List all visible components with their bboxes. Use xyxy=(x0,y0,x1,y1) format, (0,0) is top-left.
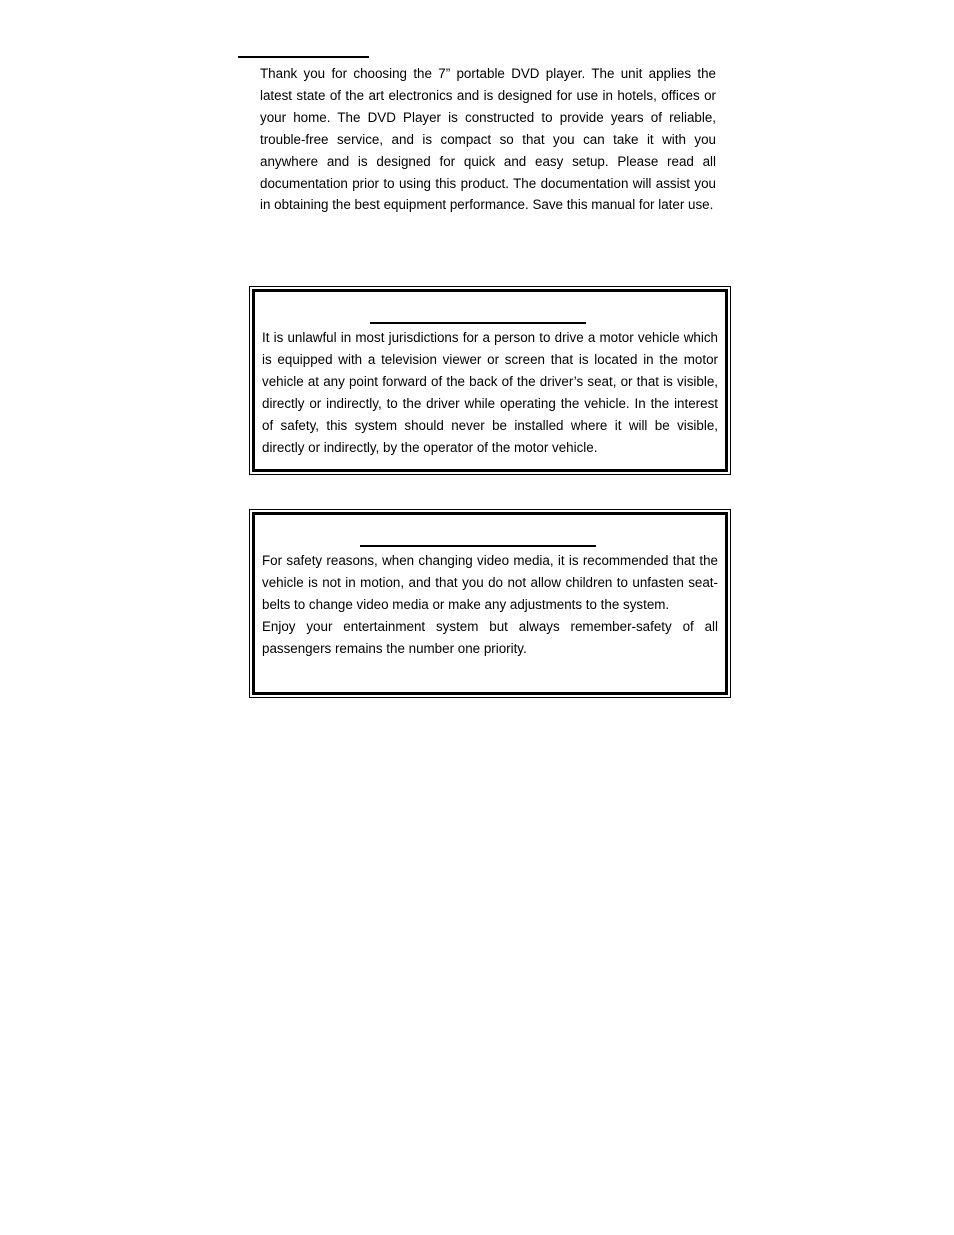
caution-paragraph: For safety reasons, when changing video media, it is recommended that the vehicle is not in motion, and that you do not allow children to unfasten seat-belts to change video media or make any adjustments to the system. xyxy=(262,553,718,612)
warning-heading-underline xyxy=(370,322,586,324)
caution-box xyxy=(249,509,731,698)
caution-text xyxy=(262,550,718,660)
warning-text: It is unlawful in most jurisdictions for a person to drive a motor vehicle which is equipped with a television viewer or screen that is located in the motor vehicle at any point forward of the back of the driver’s seat, or that is visible, directly or indirectly, to the driver while operating the vehicle. In the interest of safety, this system should never be installed where it will be visible, directly or indirectly, by the operator of the motor vehicle. xyxy=(262,330,718,455)
intro-paragraph: Thank you for choosing the 7” portable DVD player. The unit applies the latest state of the art electronics and is designed for use in hotels, offices or your home. The DVD Player is constructed to provide years of reliable, trouble-free service, and is compact so that you can take it with you anywhere and is designed for quick and easy setup. Please read all documentation prior to using this product. The documentation will assist you in obtaining the best equipment performance. Save this manual for later use. xyxy=(260,66,716,213)
caution-box-inner xyxy=(252,512,728,695)
warning-box xyxy=(249,286,731,475)
warning-box-inner xyxy=(252,289,728,472)
caution-heading-underline xyxy=(360,545,596,547)
caution-paragraph: Enjoy your entertainment system but always remember-safety of all passengers remains the number one priority. xyxy=(262,618,718,656)
intro-heading-underline xyxy=(238,56,369,58)
